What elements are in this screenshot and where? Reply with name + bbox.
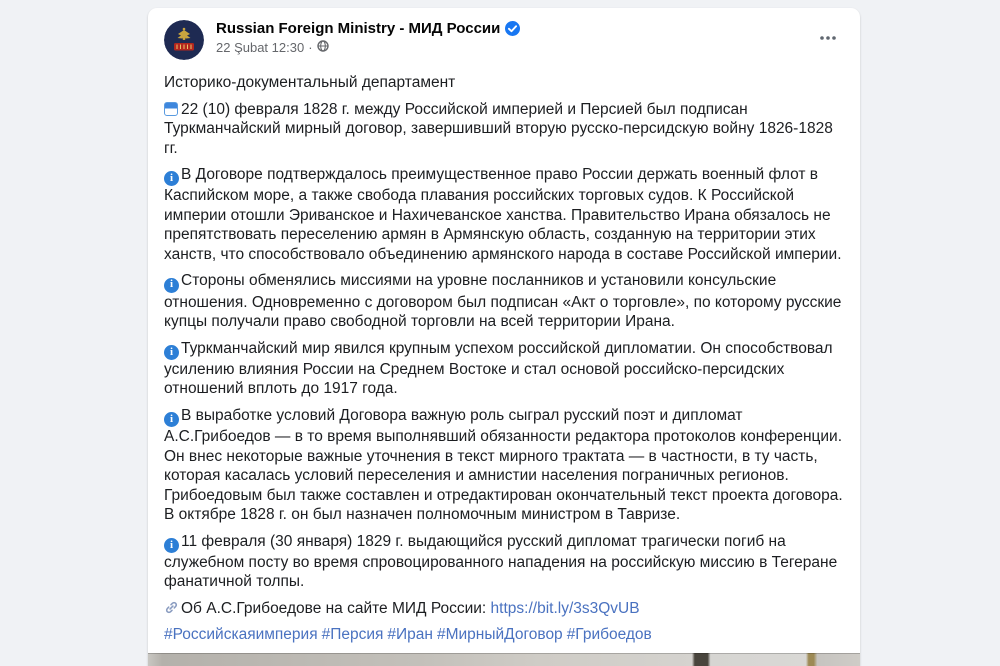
paragraph-text: Туркманчайский мир явился крупным успехом российской дипломатии. Он способствовал усилению влияния России на Среднем Востоке и стал основой российско-персидских отношений вплоть до 1917 года. [164, 339, 833, 398]
link-prefix-text: Об А.С.Грибоедове на сайте МИД России: [181, 599, 491, 617]
paragraph-text: 22 (10) февраля 1828 г. между Российской империей и Персией был подписан Туркманчайский мирный договор, завершивший вторую русско-персидскую войну 1826-1828 гг. [164, 100, 833, 157]
attached-photo[interactable] [148, 653, 860, 666]
paragraph-text: В выработке условий Договора важную роль сыграл русский поэт и дипломат А.С.Грибоедов — в то время выполнявший обязанности редактора протоколов конференции. Он внес некоторые важные уточнения в текст мирного трактата — в частности, в ту часть, которая касалась условий переселения и амнистии населения пограничных регионов. Грибоедовым был также составлен и отредактирован окончательный текст проекта договора. В октябре 1828 г. он был назначен полномочным министром в Тавризе. [164, 406, 843, 523]
post-intro-line: Историко-документальный департамент [164, 74, 456, 91]
hashtag-link[interactable]: #Российскаяимперия [164, 626, 318, 644]
post-paragraph [164, 100, 844, 159]
calendar-icon [164, 102, 178, 116]
post-body [148, 64, 860, 645]
info-icon: i [164, 538, 179, 553]
info-icon: i [164, 345, 179, 360]
timestamp[interactable]: 22 Şubat 12:30 [216, 40, 305, 55]
mfa-emblem-icon [164, 20, 204, 60]
page-name[interactable]: Russian Foreign Ministry - МИД России [216, 20, 501, 37]
post-paragraph [164, 406, 844, 525]
post-paragraph [164, 339, 844, 399]
hashtag-link[interactable]: #Персия [321, 626, 384, 644]
post-link[interactable]: https://bit.ly/3s3QvUB [490, 599, 640, 617]
globe-privacy-icon [317, 40, 329, 55]
post-paragraph [164, 165, 844, 264]
ellipsis-icon [818, 28, 838, 48]
dot-separator: · [308, 40, 313, 55]
paragraph-text: В Договоре подтверждалось преимущественное право России держать военный флот в Каспийском море, а также свобода плавания российских торговых судов. К Российской империи отошли Эриванское и Нахичеванское ханства. Правительство Ирана обязалось не препятствовать переселению армян в Армянскую область, созданную на территории этих ханств, что способствовало объединению армянского народа в составе Российской империи. [164, 166, 842, 263]
verified-badge-icon [505, 21, 520, 36]
post-link-line [164, 599, 844, 619]
info-icon: i [164, 171, 179, 186]
post-header [148, 8, 860, 64]
info-icon: i [164, 412, 179, 427]
hashtag-link[interactable]: #МирныйДоговор [436, 626, 563, 644]
hashtags-line [164, 625, 844, 645]
hashtag-link[interactable]: #Иран [387, 626, 433, 644]
more-options-button[interactable] [812, 22, 844, 54]
post-paragraph [164, 271, 844, 331]
timestamp-row [216, 40, 812, 55]
info-icon: i [164, 278, 179, 293]
link-icon [164, 600, 179, 615]
hashtag-link[interactable]: #Грибоедов [566, 626, 652, 644]
header-meta [216, 20, 812, 55]
paragraph-text: 11 февраля (30 января) 1829 г. выдающийся русский дипломат трагически погиб на служебном посту во время спровоцированного нападения на российскую миссию в Тегеране фанатичной толпы. [164, 532, 838, 591]
paragraph-text: Стороны обменялись миссиями на уровне посланников и установили консульские отношения. Одновременно с договором был подписан «Акт о торговле», по которому русские купцы получали право свободной торговли на всей территории Ирана. [164, 272, 842, 330]
facebook-post-card [148, 8, 860, 666]
avatar[interactable] [164, 20, 204, 60]
post-paragraph [164, 532, 844, 592]
